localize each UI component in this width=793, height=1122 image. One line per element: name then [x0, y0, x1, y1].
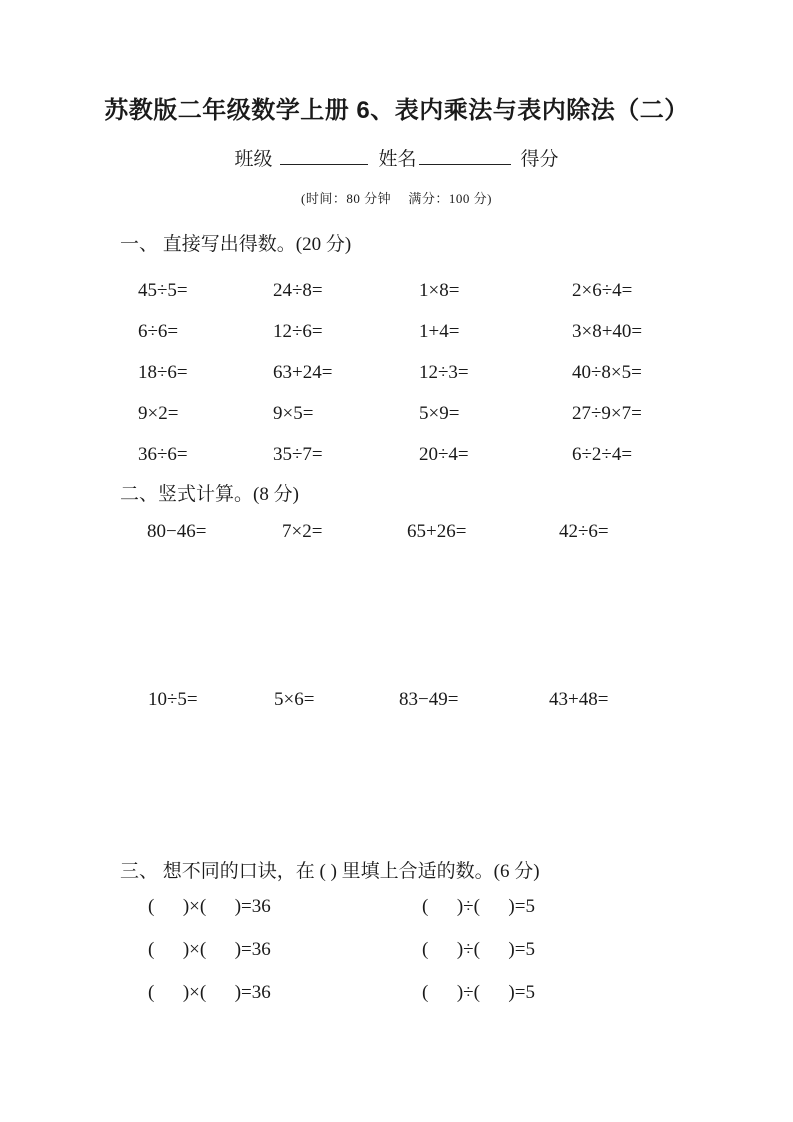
math-expression: 65+26= — [407, 521, 467, 542]
math-expression: 40÷8×5= — [572, 361, 642, 383]
fill-blank-expression: ( )×( )=36 — [148, 896, 271, 917]
fill-blank-expression: ( )÷( )=5 — [422, 982, 535, 1003]
math-expression: 10÷5= — [148, 689, 198, 710]
math-expression: 7×2= — [282, 521, 323, 542]
math-expression: 42÷6= — [559, 521, 609, 542]
math-expression: 9×2= — [138, 402, 179, 424]
math-expression: 2×6÷4= — [572, 279, 633, 301]
class-label: 班级 — [234, 149, 273, 170]
math-expression: 3×8+40= — [572, 320, 643, 342]
math-expression: 9×5= — [273, 402, 314, 424]
math-expression: 5×9= — [419, 402, 460, 424]
math-expression: 20÷4= — [419, 443, 469, 465]
name-label: 姓名 — [378, 149, 417, 170]
fill-blank-expression: ( )÷( )=5 — [422, 939, 535, 960]
section3-heading: 三、 想不同的口诀，在 ( ) 里填上合适的数。(6 分) — [120, 861, 540, 882]
math-expression: 5×6= — [274, 689, 315, 710]
math-expression: 27÷9×7= — [572, 402, 642, 424]
math-expression: 45÷5= — [138, 279, 188, 301]
student-info-line — [0, 147, 793, 174]
math-expression: 63+24= — [273, 361, 333, 383]
math-expression: 18÷6= — [138, 361, 188, 383]
math-expression: 83−49= — [399, 689, 459, 710]
score-label: 得分 — [520, 149, 559, 170]
math-expression: 12÷6= — [273, 320, 323, 342]
class-blank-line — [280, 149, 368, 165]
math-expression: 6÷2÷4= — [572, 443, 633, 465]
math-expression: 43+48= — [549, 689, 609, 710]
section1-problem-grid — [138, 270, 692, 475]
page-title: 苏教版二年级数学上册 6、表内乘法与表内除法（二） — [104, 97, 689, 124]
section1-heading: 一、 直接写出得数。(20 分) — [120, 234, 352, 255]
math-expression: 6÷6= — [138, 320, 179, 342]
fill-blank-expression: ( )×( )=36 — [148, 982, 271, 1003]
section2-heading: 二、竖式计算。(8 分) — [120, 484, 299, 505]
math-expression: 35÷7= — [273, 443, 323, 465]
fill-blank-expression: ( )÷( )=5 — [422, 896, 535, 917]
math-expression: 1+4= — [419, 320, 460, 342]
math-expression: 24÷8= — [273, 279, 323, 301]
exam-time-score-note: (时间：80 分钟 满分：100 分) — [301, 191, 492, 206]
math-expression: 12÷3= — [419, 361, 469, 383]
math-expression: 36÷6= — [138, 443, 188, 465]
math-expression: 80−46= — [147, 521, 207, 542]
name-blank-line — [419, 149, 511, 165]
fill-blank-expression: ( )×( )=36 — [148, 939, 271, 960]
math-expression: 1×8= — [419, 279, 460, 301]
